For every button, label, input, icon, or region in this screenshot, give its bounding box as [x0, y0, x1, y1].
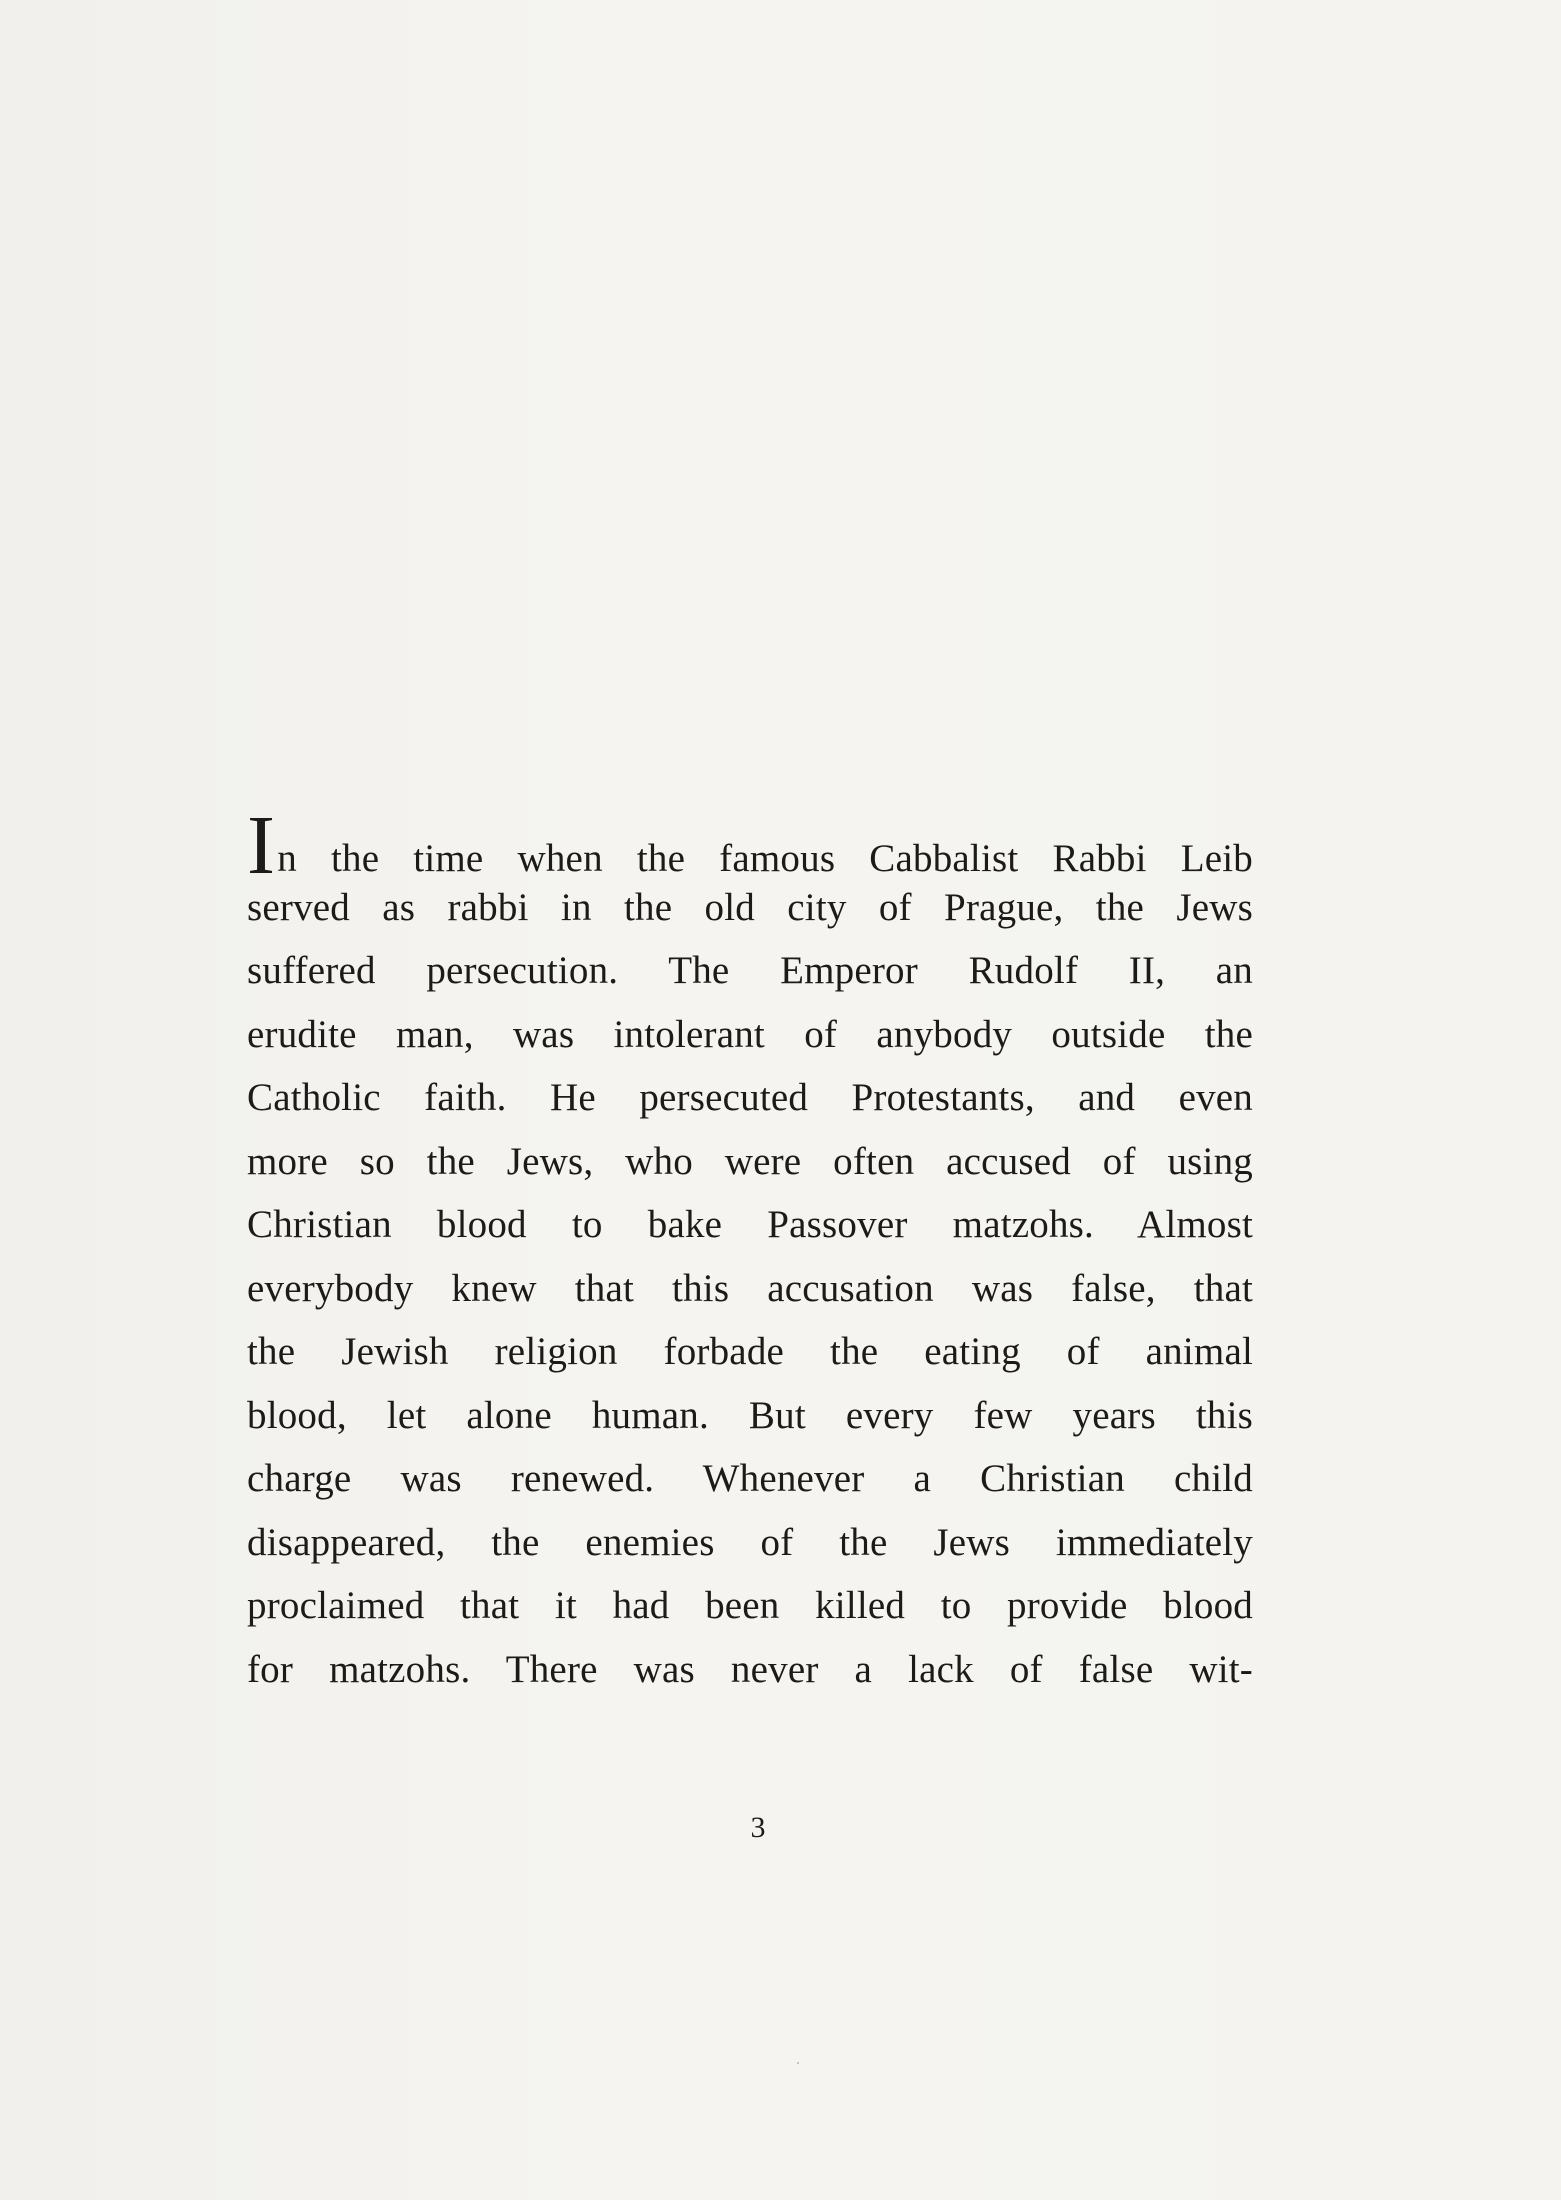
- page-number: 3: [750, 1811, 766, 1844]
- text-line-1: [247, 799, 1253, 892]
- text-line-2: served as rabbi in the old city of Prague, the Jews: [247, 885, 1253, 929]
- body-text: [247, 799, 1253, 1701]
- text-line-11: charge was renewed. Whenever a Christian child: [247, 1457, 1253, 1500]
- text-line-12: disappeared, the enemies of the Jews immediately: [247, 1520, 1253, 1564]
- text-line-14: for matzohs. There was never a lack of false wit-: [247, 1647, 1253, 1691]
- first-line-text: n the time when the famous Cabbalist Rabbi Leib: [277, 837, 1253, 880]
- text-line-4: erudite man, was intolerant of anybody outside the: [247, 1012, 1253, 1056]
- text-line-10: blood, let alone human. But every few years this: [247, 1393, 1253, 1437]
- text-line-6: more so the Jews, who were often accused of using: [247, 1139, 1253, 1183]
- drop-cap: I: [247, 799, 276, 892]
- text-line-5: Catholic faith. He persecuted Protestants, and even: [247, 1076, 1253, 1119]
- text-line-7: Christian blood to bake Passover matzohs. Almost: [247, 1203, 1253, 1246]
- text-line-13: proclaimed that it had been killed to provide blood: [247, 1584, 1253, 1627]
- text-line-9: the Jewish religion forbade the eating of animal: [247, 1330, 1253, 1373]
- text-line-3: suffered persecution. The Emperor Rudolf II, an: [247, 949, 1253, 992]
- paper-speck: [797, 2062, 799, 2064]
- text-line-8: everybody knew that this accusation was false, that: [247, 1266, 1253, 1310]
